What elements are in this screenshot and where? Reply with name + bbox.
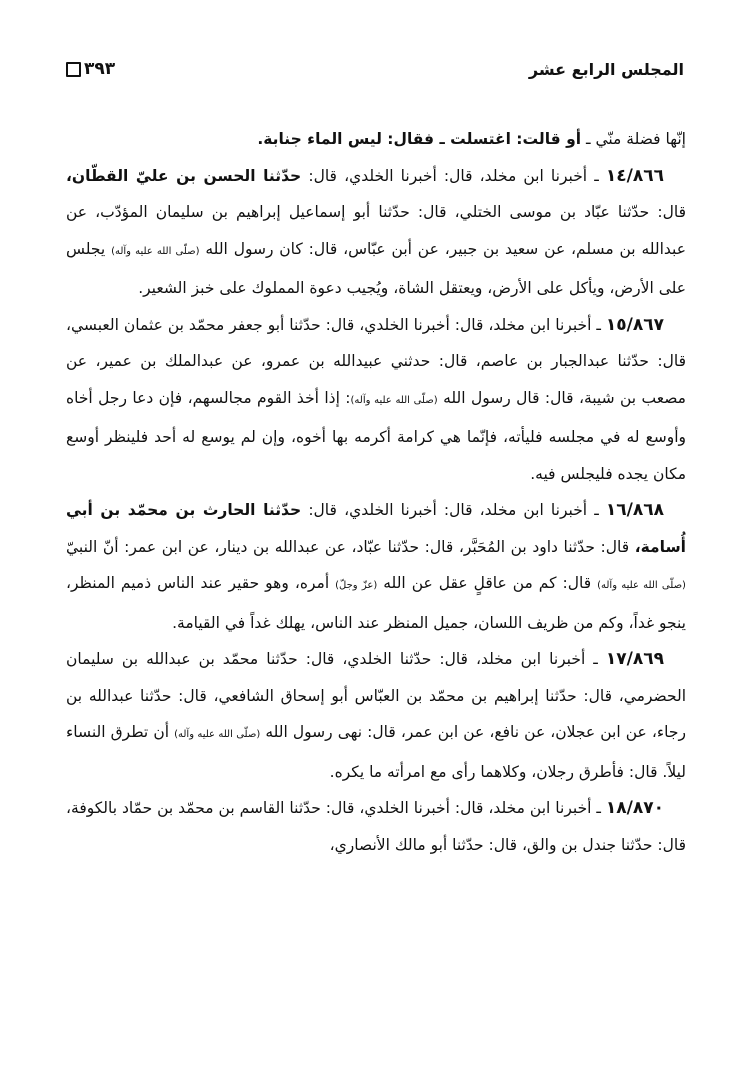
hadith-text: أن تطرق النساء ليلاً. قال: فأطرق رجلان، وكلاهما رأى مع امرأته ما يكره.	[66, 723, 686, 781]
hadith-text: ـ أخبرنا ابن مخلد، قال: حدّثنا الخلدي، قال: حدّثنا محمّد بن عبدالله بن سليمان الحضرمي، قال: حدّثنا إبراهيم بن محمّد بن العبّاس أبو إسحاق الشافعي، قال: حدّثنا عبدالله بن رجاء، عن ابن عجلان، عن نافع، عن ابن عمر، قال: نهى رسول الله	[66, 650, 686, 741]
body-text	[66, 121, 686, 863]
paragraph-lead: إنّها فضلة منّي ـ	[585, 130, 686, 148]
hadith-text: يجلس على الأرض، ويأكل على الأرض، ويعتقل الشاة، ويُجيب دعوة المملوك على خبز الشعير.	[66, 239, 686, 297]
hadith-text: أمره، وهو حقير عند الناس ذميم المنظر، ينجو غداً، وكم من ظريف اللسان، جميل المنظر عند الناس، يهلك غداً في القيامة.	[66, 574, 686, 632]
salawat-formula: (صلّى الله عليه وآله)	[597, 580, 686, 591]
hadith-text: قال: كم من عاقلٍ عقل عن الله	[383, 574, 592, 592]
hadith-867	[66, 307, 686, 493]
hadith-number: ١٥/٨٦٧	[605, 314, 664, 335]
hadith-text: : إذا أخذ القوم مجالسهم، فإن دعا رجل أخاه وأوسع له في مجلسه فليأته، فإنّما هي كرامة أكرمه بها أخوه، وإن لم يوسع له أحد فلينظر أوسع مكان يجده فليجلس فيه.	[66, 388, 686, 483]
hadith-text: ـ أخبرنا ابن مخلد، قال: أخبرنا الخلدي، قال: حدّثنا أبو جعفر محمّد بن عثمان العبسي، قال: حدّثنا عبدالجبار بن عاصم، قال: حدثني عبيدالله بن عمرو، عن عبدالملك بن عمير، عن مصعب بن شيبة، قال: قال رسول الله	[66, 315, 686, 407]
page-header	[66, 54, 684, 84]
hadith-number: ١٤/٨٦٦	[605, 165, 664, 186]
hadith-bold-phrase: حدّثنا الحارث بن محمّد بن أبي أُسامة،	[66, 501, 686, 556]
running-title: المجلس الرابع عشر	[528, 59, 684, 79]
hadith-text: قال: حدّثنا داود بن المُحَبَّر، قال: حدّثنا عبّاد، عن عبدالله بن دينار، عن ابن عمر: أنّ النبيّ	[66, 537, 630, 556]
azza-wa-jall-formula: (عزّ وجلّ)	[335, 580, 378, 591]
page-number-text: ٣٩٣	[84, 59, 116, 79]
hadith-bold-phrase: حدّثنا الحسن بن عليّ القطّان،	[66, 166, 302, 185]
salawat-formula: (صلّى الله عليه وآله)	[111, 245, 200, 257]
salawat-formula: (صلّى الله عليه وآله)	[350, 394, 438, 406]
hadith-869	[66, 641, 686, 790]
hadith-866	[66, 158, 686, 307]
hadith-number: ١٧/٨٦٩	[605, 649, 664, 669]
hadith-text: قال: حدّثنا عبّاد بن موسى الختلي، قال: حدّثنا أبو إسماعيل إبراهيم بن سليمان المؤدّب، عن عبدالله بن مسلم، عن سعيد بن جبير، عن أبن عبّاس، قال: كان رسول الله	[66, 203, 686, 258]
page-number	[66, 59, 115, 79]
hadith-text: ـ أخبرنا ابن مخلد، قال: أخبرنا الخلدي، قال:	[308, 501, 599, 519]
hadith-text: ـ أخبرنا ابن مخلد، قال: أخبرنا الخلدي، قال:	[308, 166, 599, 185]
hadith-868	[66, 492, 686, 641]
hadith-number: ١٨/٨٧٠	[605, 798, 664, 818]
hadith-number: ١٦/٨٦٨	[605, 500, 664, 520]
hadith-text: ـ أخبرنا ابن مخلد، قال: أخبرنا الخلدي، قال: حدّثنا القاسم بن محمّد بن حمّاد بالكوفة، قال: حدّثنا جندل بن والق، قال: حدّثنا أبو مالك الأنصاري،	[66, 799, 686, 854]
square-page-marker-icon	[66, 62, 81, 77]
paragraph-continuation	[66, 121, 686, 158]
paragraph-bold-phrase: أو قالت: اغتسلت ـ فقال: ليس الماء جنابة.	[257, 130, 582, 148]
salawat-formula: (صلّى الله عليه وآله)	[174, 729, 261, 740]
hadith-870	[66, 790, 686, 863]
